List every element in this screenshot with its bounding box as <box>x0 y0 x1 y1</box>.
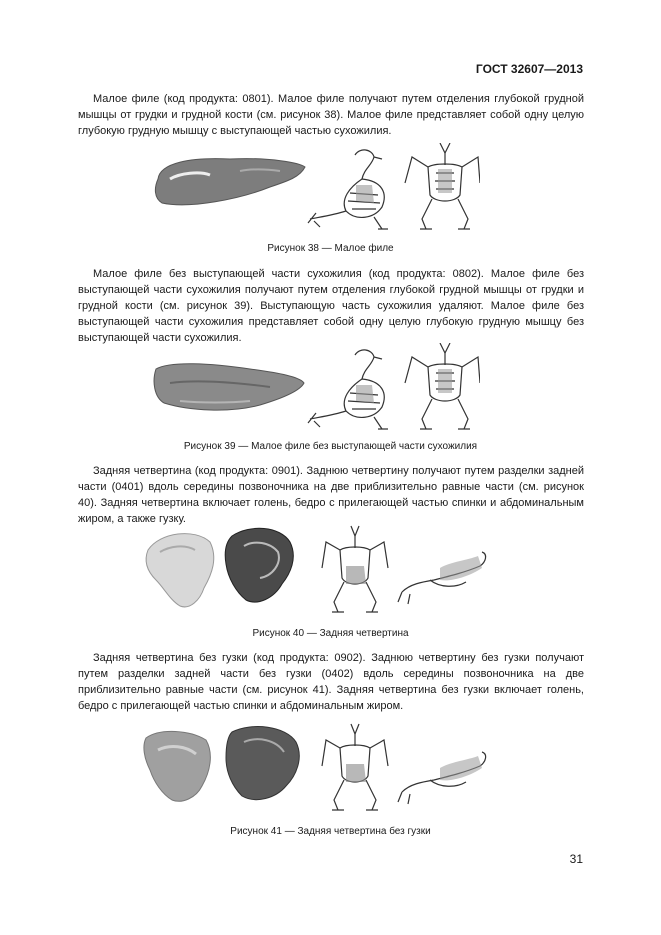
figure-41 <box>140 720 490 820</box>
paragraph-small-fillet: Малое филе (код продукта: 0801). Малое филе получают путем отделения глубокой грудной мышцы от грудки и грудной кости (см. рисунок 38). Малое филе представляет собой одну целую глубокую грудную мышцу с выступающей частью сухожилия. <box>78 93 584 137</box>
figure-39 <box>150 343 480 438</box>
paragraph-small-fillet-no-tendon: Малое филе без выступающей части сухожилия (код продукта: 0802). Малое филе без выступающей части сухожилия получают путем отделения глубокой грудной мышцы от грудки и грудной кости (см. рисунок 39). Выступающую часть сухожилия удаляют. Малое филе без выступающей части сухожилия представляет собой одну целую глубокую грудную мышцу без выступающей части сухожилия. <box>78 268 584 344</box>
figure-38 <box>150 143 480 238</box>
figure-40 <box>140 522 490 622</box>
paragraph-hind-quarter: Задняя четвертина (код продукта: 0901). Заднюю четвертину получают путем разделки задней части (0401) вдоль середины позвоночника на две приблизительно равные части (см. рисунок 40). Задняя четвертина включает голень, бедро с прилегающей частью спинки и абдоминальным жиром, а также гузку. <box>78 465 584 525</box>
figure-38-illustration <box>150 143 480 233</box>
page-number: 31 <box>569 852 583 866</box>
figure-40-illustration <box>140 522 490 617</box>
document-header: ГОСТ 32607—2013 <box>475 62 583 76</box>
paragraph-hind-quarter-no-tail: Задняя четвертина без гузки (код продукта: 0902). Заднюю четвертину без гузки получают путем разделки задней части без гузки (0402) вдоль середины позвоночника на две приблизительно равные части (см. рисунок 41). Задняя четвертина без гузки включает голень, бедро с прилегающей частью спинки и абдоминальным жиром. <box>78 652 584 712</box>
figure-41-caption: Рисунок 41 — Задняя четвертина без гузки <box>230 826 431 837</box>
figure-39-illustration <box>150 343 480 433</box>
figure-40-caption: Рисунок 40 — Задняя четвертина <box>252 628 409 639</box>
figure-39-caption: Рисунок 39 — Малое филе без выступающей части сухожилия <box>183 441 478 452</box>
figure-38-caption: Рисунок 38 — Малое филе <box>267 243 394 254</box>
figure-41-illustration <box>140 720 490 815</box>
